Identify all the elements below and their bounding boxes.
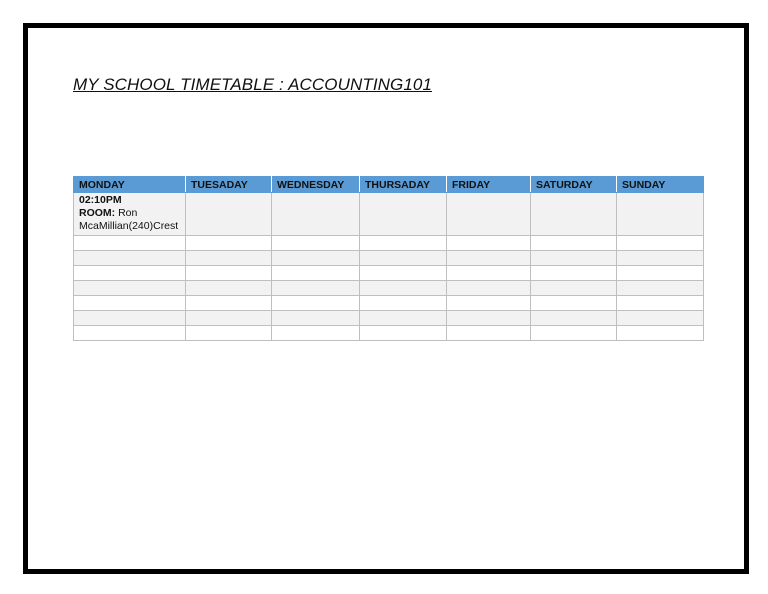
table-cell [272, 236, 360, 251]
header-thursday: THURSADAY [360, 177, 447, 193]
table-cell [447, 281, 531, 296]
table-cell [74, 236, 186, 251]
table-row [74, 266, 704, 281]
table-cell [531, 296, 617, 311]
table-row [74, 193, 704, 236]
table-cell [447, 236, 531, 251]
table-cell [74, 296, 186, 311]
document-page [23, 23, 749, 574]
table-cell [360, 236, 447, 251]
table-cell [531, 193, 617, 236]
table-cell [186, 326, 272, 341]
table-cell [74, 266, 186, 281]
entry-room-value: Ron McaMillian(240)Crest [79, 207, 179, 232]
table-cell [360, 266, 447, 281]
table-cell [531, 266, 617, 281]
table-cell [360, 251, 447, 266]
header-sunday: SUNDAY [617, 177, 704, 193]
table-cell [74, 251, 186, 266]
table-cell [272, 311, 360, 326]
header-monday: MONDAY [74, 177, 186, 193]
table-cell [272, 281, 360, 296]
table-cell [360, 326, 447, 341]
table-cell [447, 193, 531, 236]
header-friday: FRIDAY [447, 177, 531, 193]
table-cell [186, 193, 272, 236]
table-cell [531, 251, 617, 266]
table-row [74, 251, 704, 266]
header-tuesday: TUESADAY [186, 177, 272, 193]
table-cell [272, 251, 360, 266]
table-cell [617, 296, 704, 311]
table-cell [360, 193, 447, 236]
table-cell [617, 251, 704, 266]
table-cell [531, 236, 617, 251]
table-cell [272, 193, 360, 236]
entry-time: 02:10PM [79, 194, 122, 206]
table-cell [447, 266, 531, 281]
monday-entry-cell [74, 193, 186, 236]
table-cell [447, 326, 531, 341]
table-cell [617, 193, 704, 236]
table-cell [360, 311, 447, 326]
table-cell [360, 296, 447, 311]
header-saturday: SATURDAY [531, 177, 617, 193]
timetable [73, 176, 704, 341]
table-cell [617, 236, 704, 251]
table-row [74, 296, 704, 311]
header-wednesday: WEDNESDAY [272, 177, 360, 193]
table-cell [186, 251, 272, 266]
table-cell [617, 281, 704, 296]
table-cell [186, 311, 272, 326]
table-cell [272, 296, 360, 311]
table-cell [617, 326, 704, 341]
table-cell [74, 281, 186, 296]
table-cell [617, 266, 704, 281]
table-row [74, 311, 704, 326]
table-cell [186, 281, 272, 296]
table-cell [74, 326, 186, 341]
table-cell [272, 326, 360, 341]
table-cell [617, 311, 704, 326]
table-row [74, 326, 704, 341]
table-cell [531, 311, 617, 326]
table-cell [447, 311, 531, 326]
entry-room-label: ROOM: [79, 207, 116, 219]
table-cell [74, 311, 186, 326]
table-cell [186, 266, 272, 281]
table-cell [186, 296, 272, 311]
table-row [74, 236, 704, 251]
table-cell [272, 266, 360, 281]
table-cell [360, 281, 447, 296]
table-cell [186, 236, 272, 251]
header-row [74, 177, 704, 193]
table-cell [447, 296, 531, 311]
table-row [74, 281, 704, 296]
page-title: MY SCHOOL TIMETABLE : ACCOUNTING101 [73, 75, 433, 94]
table-cell [531, 281, 617, 296]
table-cell [531, 326, 617, 341]
table-cell [447, 251, 531, 266]
